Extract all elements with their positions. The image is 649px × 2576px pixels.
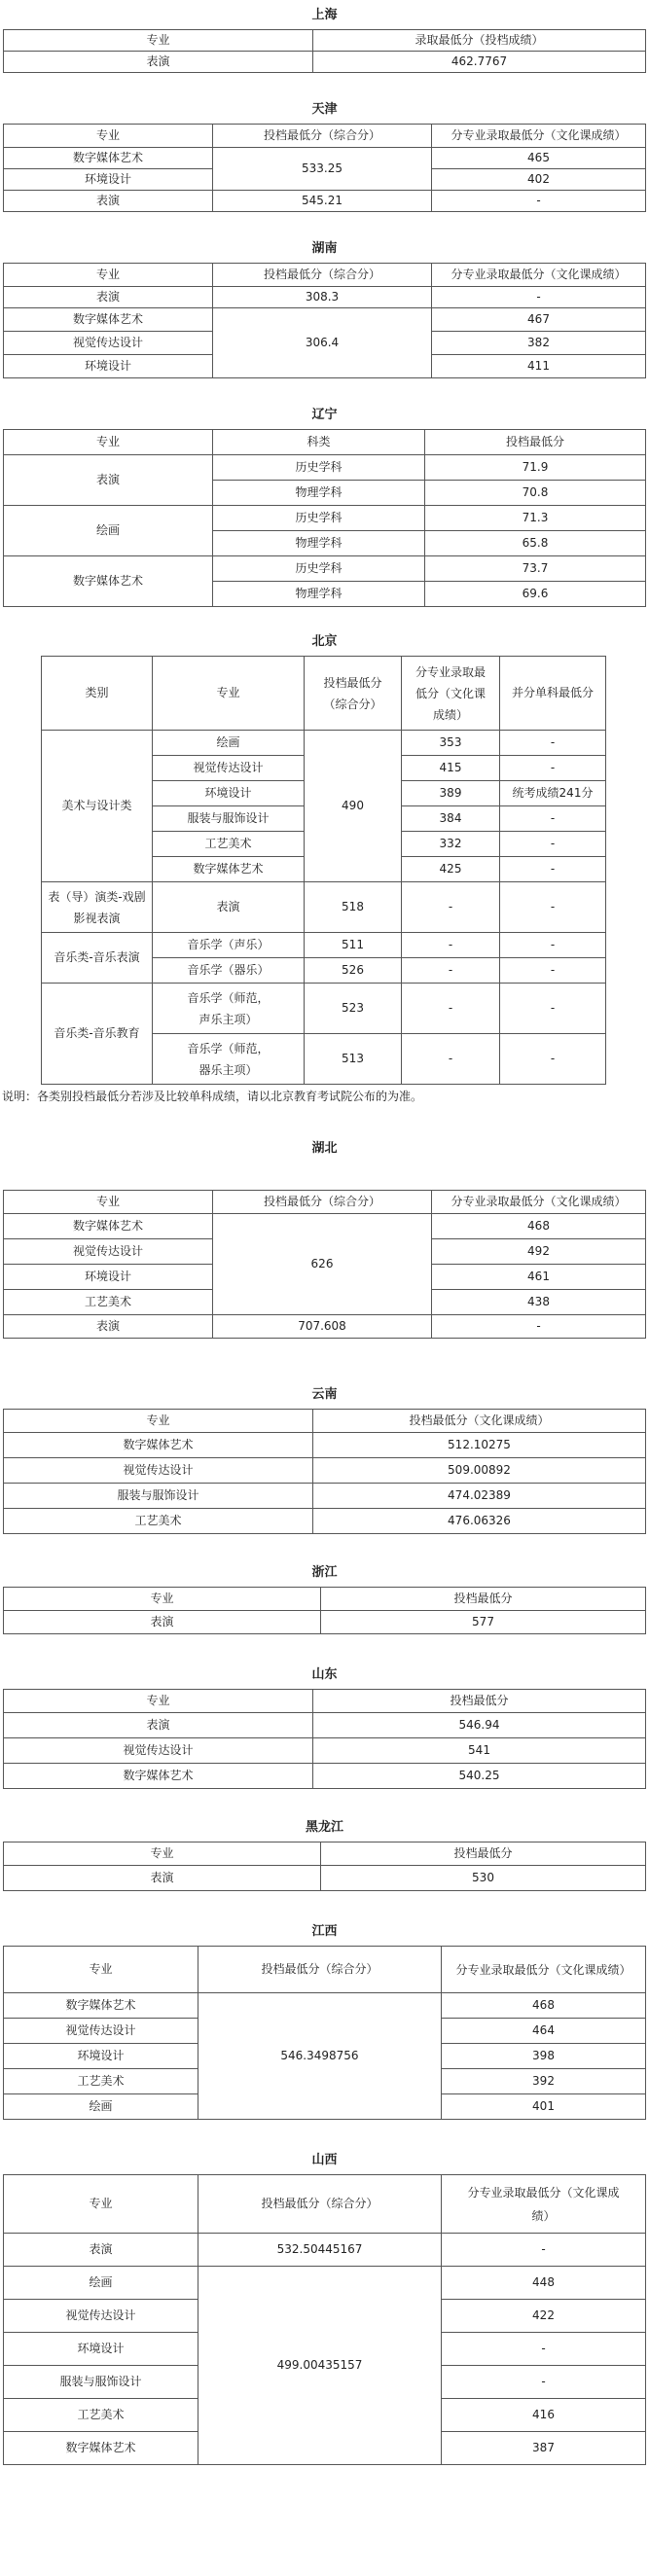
table-cell: 422 bbox=[442, 2300, 646, 2333]
table-cell: 美术与设计类 bbox=[42, 731, 153, 882]
table-heilongjiang bbox=[3, 1842, 646, 1891]
table-cell: 表演 bbox=[4, 1866, 321, 1891]
table-cell: 环境设计 bbox=[4, 2044, 198, 2069]
table-cell: - bbox=[500, 882, 606, 933]
header-cell: 投档最低分（综合分） bbox=[213, 1191, 432, 1214]
table-cell: 表演 bbox=[4, 2234, 198, 2267]
table-cell: - bbox=[402, 984, 500, 1034]
table-cell: 工艺美术 bbox=[153, 832, 305, 857]
table-cell: 表演 bbox=[4, 1713, 313, 1738]
table-cell: 398 bbox=[442, 2044, 646, 2069]
table-cell: - bbox=[432, 191, 646, 212]
table-cell: 448 bbox=[442, 2267, 646, 2300]
section-title-zhejiang: 浙江 bbox=[311, 1565, 338, 1580]
header-cell: 分专业录取最低分（文化课成绩） bbox=[432, 125, 646, 148]
header-cell: 投档最低分（综合分） bbox=[198, 2175, 442, 2234]
section-title-shandong: 山东 bbox=[311, 1667, 338, 1682]
table-cell: 513 bbox=[305, 1034, 402, 1085]
table-cell: 音乐学（师范，器乐主项） bbox=[153, 1034, 305, 1085]
table-cell: 绘画 bbox=[4, 506, 213, 556]
table-cell: 音乐学（声乐） bbox=[153, 933, 305, 958]
header-cell: 类别 bbox=[42, 657, 153, 731]
header-cell: 投档最低分（综合分） bbox=[305, 657, 402, 731]
table-cell: - bbox=[402, 1034, 500, 1085]
header-cell: 分专业录取最低分（文化课成绩） bbox=[432, 264, 646, 287]
table-cell: 数字媒体艺术 bbox=[4, 308, 213, 332]
table-cell: 411 bbox=[432, 355, 646, 378]
header-cell: 投档最低分 bbox=[425, 430, 646, 455]
table-cell: 数字媒体艺术 bbox=[4, 1433, 313, 1458]
header-cell: 投档最低分（综合分） bbox=[213, 125, 432, 148]
table-cell: - bbox=[402, 882, 500, 933]
header-cell: 分专业录取最低分（文化课成绩） bbox=[442, 2175, 646, 2234]
header-cell: 专业 bbox=[4, 2175, 198, 2234]
header-cell: 投档最低分 bbox=[313, 1690, 646, 1713]
header-cell: 专业 bbox=[4, 264, 213, 287]
table-cell: 530 bbox=[321, 1866, 646, 1891]
table-liaoning bbox=[3, 429, 646, 607]
table-cell: 服装与服饰设计 bbox=[4, 2366, 198, 2399]
header-cell: 专业 bbox=[4, 1588, 321, 1611]
table-cell: 数字媒体艺术 bbox=[4, 556, 213, 607]
header-cell: 专业 bbox=[153, 657, 305, 731]
table-cell: 历史学科 bbox=[213, 455, 425, 481]
section-title-shanxi: 山西 bbox=[311, 2153, 338, 2167]
table-cell: - bbox=[402, 958, 500, 984]
table-cell: 512.10275 bbox=[313, 1433, 646, 1458]
header-cell: 专业 bbox=[4, 125, 213, 148]
header-cell: 分专业录取最低分（文化课成绩） bbox=[442, 1947, 646, 1993]
table-cell: 视觉传达设计 bbox=[4, 332, 213, 355]
table-cell: 绘画 bbox=[4, 2267, 198, 2300]
table-zhejiang bbox=[3, 1587, 646, 1634]
table-cell: 382 bbox=[432, 332, 646, 355]
table-cell: 626 bbox=[213, 1214, 432, 1315]
table-cell: - bbox=[500, 984, 606, 1034]
table-cell: 468 bbox=[432, 1214, 646, 1239]
table-cell: 表演 bbox=[4, 1611, 321, 1634]
table-cell: 518 bbox=[305, 882, 402, 933]
table-beijing bbox=[41, 656, 606, 1085]
table-cell: 577 bbox=[321, 1611, 646, 1634]
section-title-heilongjiang: 黑龙江 bbox=[305, 1820, 343, 1835]
table-cell: - bbox=[442, 2234, 646, 2267]
table-cell: - bbox=[500, 857, 606, 882]
section-title-jiangxi: 江西 bbox=[311, 1924, 338, 1939]
table-cell: 511 bbox=[305, 933, 402, 958]
table-cell: 音乐学（师范，声乐主项） bbox=[153, 984, 305, 1034]
table-cell: 332 bbox=[402, 832, 500, 857]
table-cell: 物理学科 bbox=[213, 531, 425, 556]
section-title-hubei: 湖北 bbox=[311, 1141, 338, 1156]
header-cell: 专业 bbox=[4, 1410, 313, 1433]
table-cell: 视觉传达设计 bbox=[4, 1738, 313, 1764]
table-cell: 表演 bbox=[4, 191, 213, 212]
table-cell: 523 bbox=[305, 984, 402, 1034]
table-cell: 统考成绩241分 bbox=[500, 781, 606, 806]
table-cell: 476.06326 bbox=[313, 1509, 646, 1534]
table-cell: 绘画 bbox=[153, 731, 305, 756]
table-cell: 462.7767 bbox=[313, 52, 646, 73]
table-cell: 415 bbox=[402, 756, 500, 781]
table-cell: 707.608 bbox=[213, 1315, 432, 1339]
header-cell: 投档最低分 bbox=[321, 1588, 646, 1611]
table-cell: 70.8 bbox=[425, 481, 646, 506]
table-cell: - bbox=[500, 1034, 606, 1085]
table-cell: 306.4 bbox=[213, 308, 432, 378]
header-cell: 专业 bbox=[4, 30, 313, 52]
table-cell: - bbox=[500, 756, 606, 781]
section-title-yunnan: 云南 bbox=[311, 1387, 338, 1402]
table-cell: - bbox=[432, 1315, 646, 1339]
table-cell: - bbox=[432, 287, 646, 308]
table-cell: 视觉传达设计 bbox=[153, 756, 305, 781]
table-cell: - bbox=[500, 832, 606, 857]
table-cell: 工艺美术 bbox=[4, 2399, 198, 2432]
table-cell: 490 bbox=[305, 731, 402, 882]
table-cell: 71.9 bbox=[425, 455, 646, 481]
header-cell: 投档最低分（文化课成绩） bbox=[313, 1410, 646, 1433]
table-cell: 工艺美术 bbox=[4, 1509, 313, 1534]
table-cell: 数字媒体艺术 bbox=[4, 1993, 198, 2019]
table-cell: 499.00435157 bbox=[198, 2267, 442, 2465]
table-cell: 视觉传达设计 bbox=[4, 1458, 313, 1484]
header-cell: 分专业录取最低分（文化课成绩） bbox=[402, 657, 500, 731]
table-cell: 546.94 bbox=[313, 1713, 646, 1738]
table-cell: 服装与服饰设计 bbox=[153, 806, 305, 832]
header-cell: 专业 bbox=[4, 1191, 213, 1214]
table-cell: 401 bbox=[442, 2094, 646, 2120]
table-cell: - bbox=[500, 933, 606, 958]
table-cell: 384 bbox=[402, 806, 500, 832]
section-title-hunan: 湖南 bbox=[311, 241, 338, 256]
beijing-note: 说明：各类别投档最低分若涉及比较单科成绩，请以北京教育考试院公布的为准。 bbox=[2, 1090, 423, 1103]
table-cell: 353 bbox=[402, 731, 500, 756]
table-shandong bbox=[3, 1689, 646, 1789]
table-cell: 438 bbox=[432, 1290, 646, 1315]
header-cell: 分专业录取最低分（文化课成绩） bbox=[432, 1191, 646, 1214]
table-cell: 数字媒体艺术 bbox=[153, 857, 305, 882]
table-jiangxi bbox=[3, 1946, 646, 2120]
table-cell: 389 bbox=[402, 781, 500, 806]
section-title-shanghai: 上海 bbox=[311, 8, 338, 22]
table-cell: - bbox=[500, 806, 606, 832]
table-cell: 392 bbox=[442, 2069, 646, 2094]
table-cell: 环境设计 bbox=[4, 355, 213, 378]
table-cell: 表演 bbox=[4, 1315, 213, 1339]
table-cell: - bbox=[442, 2366, 646, 2399]
table-cell: 环境设计 bbox=[4, 1265, 213, 1290]
table-cell: 69.6 bbox=[425, 582, 646, 607]
table-cell: 509.00892 bbox=[313, 1458, 646, 1484]
header-cell: 录取最低分（投档成绩） bbox=[313, 30, 646, 52]
table-cell: 环境设计 bbox=[153, 781, 305, 806]
table-yunnan bbox=[3, 1409, 646, 1534]
header-cell: 专业 bbox=[4, 1690, 313, 1713]
table-cell: 71.3 bbox=[425, 506, 646, 531]
table-cell: 65.8 bbox=[425, 531, 646, 556]
header-cell: 投档最低分 bbox=[321, 1843, 646, 1866]
table-cell: 416 bbox=[442, 2399, 646, 2432]
table-cell: 387 bbox=[442, 2432, 646, 2465]
table-cell: 音乐学（器乐） bbox=[153, 958, 305, 984]
table-cell: 环境设计 bbox=[4, 169, 213, 191]
table-cell: 音乐类-音乐教育 bbox=[42, 984, 153, 1085]
header-cell: 科类 bbox=[213, 430, 425, 455]
table-cell: 402 bbox=[432, 169, 646, 191]
table-cell: 数字媒体艺术 bbox=[4, 2432, 198, 2465]
table-cell: 492 bbox=[432, 1239, 646, 1265]
table-hubei bbox=[3, 1190, 646, 1339]
table-cell: 461 bbox=[432, 1265, 646, 1290]
section-title-tianjin: 天津 bbox=[311, 102, 338, 117]
table-cell: 308.3 bbox=[213, 287, 432, 308]
header-cell: 专业 bbox=[4, 430, 213, 455]
table-cell: 历史学科 bbox=[213, 556, 425, 582]
table-cell: 数字媒体艺术 bbox=[4, 1764, 313, 1789]
table-cell: 视觉传达设计 bbox=[4, 1239, 213, 1265]
table-cell: 物理学科 bbox=[213, 582, 425, 607]
header-cell: 专业 bbox=[4, 1843, 321, 1866]
table-cell: 表演 bbox=[4, 52, 313, 73]
section-title-beijing: 北京 bbox=[311, 634, 338, 649]
table-cell: 541 bbox=[313, 1738, 646, 1764]
table-cell: 526 bbox=[305, 958, 402, 984]
table-cell: 474.02389 bbox=[313, 1484, 646, 1509]
section-title-liaoning: 辽宁 bbox=[311, 408, 338, 422]
table-tianjin bbox=[3, 124, 646, 212]
table-cell: 73.7 bbox=[425, 556, 646, 582]
table-cell: 历史学科 bbox=[213, 506, 425, 531]
table-cell: 工艺美术 bbox=[4, 2069, 198, 2094]
table-cell: 服装与服饰设计 bbox=[4, 1484, 313, 1509]
table-cell: 视觉传达设计 bbox=[4, 2019, 198, 2044]
table-cell: 数字媒体艺术 bbox=[4, 148, 213, 169]
table-cell: 表演 bbox=[4, 287, 213, 308]
table-hunan bbox=[3, 263, 646, 378]
table-cell: 表演 bbox=[153, 882, 305, 933]
table-cell: - bbox=[442, 2333, 646, 2366]
table-cell: 545.21 bbox=[213, 191, 432, 212]
table-cell: 468 bbox=[442, 1993, 646, 2019]
header-cell: 投档最低分（综合分） bbox=[198, 1947, 442, 1993]
header-cell: 投档最低分（综合分） bbox=[213, 264, 432, 287]
table-cell: 工艺美术 bbox=[4, 1290, 213, 1315]
table-cell: 绘画 bbox=[4, 2094, 198, 2120]
table-cell: 532.50445167 bbox=[198, 2234, 442, 2267]
header-cell: 专业 bbox=[4, 1947, 198, 1993]
table-cell: 425 bbox=[402, 857, 500, 882]
table-cell: 533.25 bbox=[213, 148, 432, 191]
header-cell: 并分单科最低分 bbox=[500, 657, 606, 731]
table-cell: 环境设计 bbox=[4, 2333, 198, 2366]
table-cell: 数字媒体艺术 bbox=[4, 1214, 213, 1239]
table-cell: 表演 bbox=[4, 455, 213, 506]
table-cell: - bbox=[500, 731, 606, 756]
table-cell: 465 bbox=[432, 148, 646, 169]
table-cell: - bbox=[402, 933, 500, 958]
table-cell: 467 bbox=[432, 308, 646, 332]
table-shanxi bbox=[3, 2174, 646, 2465]
table-cell: 表（导）演类-戏剧影视表演 bbox=[42, 882, 153, 933]
table-cell: - bbox=[500, 958, 606, 984]
table-cell: 视觉传达设计 bbox=[4, 2300, 198, 2333]
table-cell: 音乐类-音乐表演 bbox=[42, 933, 153, 984]
table-shanghai bbox=[3, 29, 646, 73]
table-cell: 464 bbox=[442, 2019, 646, 2044]
table-cell: 546.3498756 bbox=[198, 1993, 442, 2120]
table-cell: 物理学科 bbox=[213, 481, 425, 506]
table-cell: 540.25 bbox=[313, 1764, 646, 1789]
